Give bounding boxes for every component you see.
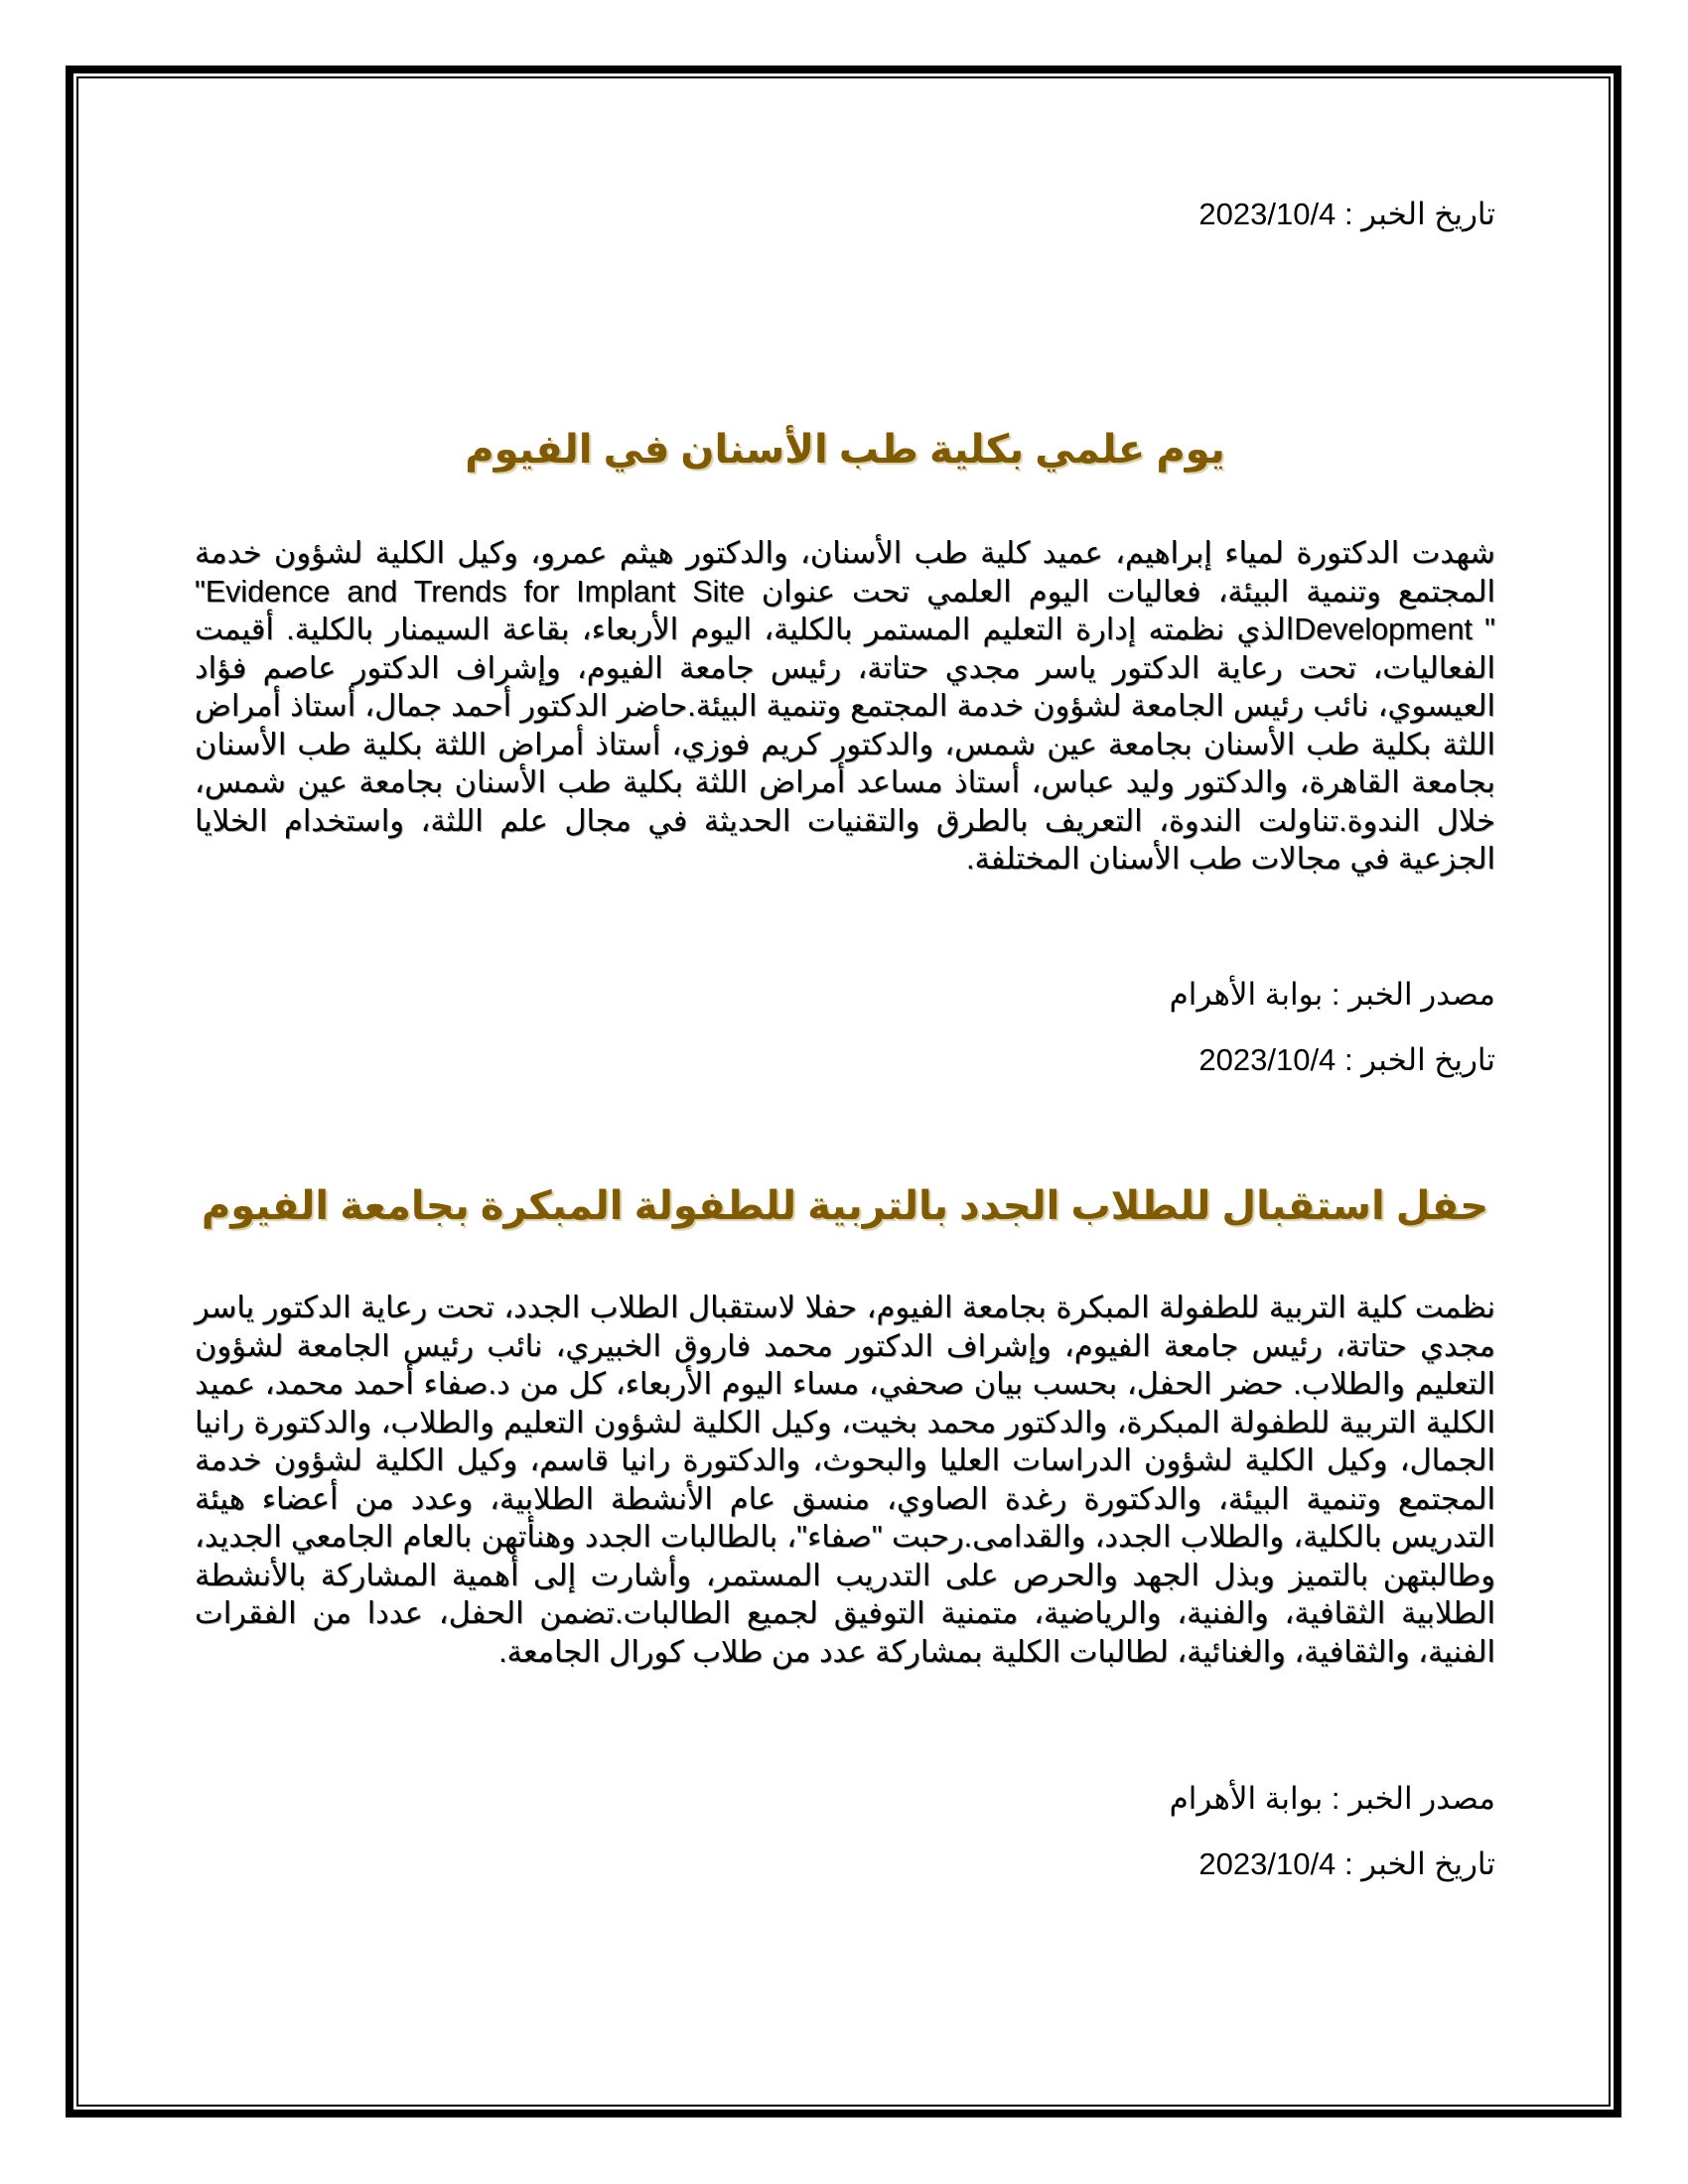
- article-1-headline: يوم علمي بكلية طب الأسنان في الفيوم: [465, 428, 1225, 472]
- date-label: تاريخ الخبر :: [1343, 197, 1495, 231]
- article-2-footer-date: [1198, 1844, 1495, 1884]
- article-1-body-part-1: شهدت الدكتورة لمياء إبراهيم، عميد كلية طب الأسنان، والدكتور هيثم عمرو، وكيل الكلية لشؤون خدمة المجتمع وتنمية البيئة، فعاليات اليوم العلمي تحت عنوان: [195, 536, 1496, 609]
- source-label: مصدر الخبر :: [1331, 1781, 1495, 1816]
- article-1-body-part-2: الذي نظمته إدارة التعليم المستمر بالكلية، اليوم الأربعاء، بقاعة السيمنار بالكلية. أقيمت الفعاليات، تحت رعاية الدكتور ياسر مجدي حتاتة، رئيس جامعة الفيوم، وإشراف الدكتور عاصم فؤاد العيسوي، نائب رئيس الجامعة لشؤون خدمة المجتمع وتنمية البيئة.حاضر الدكتور أحمد جمال، أستاذ أمراض اللثة بكلية طب الأسنان بجامعة عين شمس، والدكتور كريم فوزي، أستاذ أمراض اللثة بكلية طب الأسنان بجامعة القاهرة، والدكتور وليد عباس، أستاذ مساعد أمراض اللثة بكلية طب الأسنان بجامعة عين شمس، خلال الندوة.تناولت الندوة، التعريف بالطرق والتقنيات الحديثة في مجال علم اللثة، واستخدام الخلايا الجزعية في مجالات طب الأسنان المختلفة.: [195, 613, 1495, 876]
- date-value: 2023/10/4: [1198, 1042, 1336, 1077]
- article-2-body: نظمت كلية التربية للطفولة المبكرة بجامعة الفيوم، حفلا لاستقبال الطلاب الجدد، تحت رعاية الدكتور ياسر مجدي حتاتة، رئيس جامعة الفيوم، وإشراف الدكتور محمد فاروق الخبيري، نائب رئيس الجامعة لشؤون التعليم والطلاب. حضر الحفل، بحسب بيان صحفي، مساء اليوم الأربعاء، كل من د.صفاء أحمد محمد، عميد الكلية التربية للطفولة المبكرة، والدكتور محمد بخيت، وكيل الكلية لشؤون التعليم والطلاب، والدكتورة رانيا الجمال، وكيل الكلية لشؤون الدراسات العليا والبحوث، والدكتورة رانيا قاسم، وكيل الكلية لشؤون خدمة المجتمع وتنمية البيئة، والدكتورة رغدة الصاوي، منسق عام الأنشطة الطلابية، وعدد من أعضاء هيئة التدريس بالكلية، والطلاب الجدد، والقدامى.رحبت "صفاء"، بالطالبات الجدد وهنأتهن بالعام الجامعي الجديد، وطالبتهن بالتميز وبذل الجهد والحرص على التدريب المستمر، وأشارت إلى أهمية المشاركة بالأنشطة الطلابية الثقافية، والفنية، والرياضية، متمنية التوفيق لجميع الطالبات.تضمن الحفل، عددا من الفقرات الفنية، والثقافية، والغنائية، لطالبات الكلية بمشاركة عدد من طلاب كورال الجامعة.: [195, 1291, 1495, 1669]
- article-1-footer-date: [1198, 1040, 1495, 1080]
- date-label: تاريخ الخبر :: [1343, 1042, 1495, 1077]
- article-1-source: [1170, 975, 1495, 1015]
- source-value: بوابة الأهرام: [1169, 977, 1324, 1012]
- date-value: 2023/10/4: [1198, 1846, 1336, 1881]
- article-2-source: [1170, 1779, 1495, 1819]
- source-label: مصدر الخبر :: [1331, 977, 1495, 1012]
- article-1-event-title: "Evidence and Trends for Implant Site Development ": [195, 574, 1496, 646]
- article-2-headline: حفل استقبال للطلاب الجدد بالتربية للطفولة المبكرة بجامعة الفيوم: [201, 1184, 1489, 1228]
- article-1-body: [195, 534, 1495, 879]
- article-1-date: [1198, 195, 1495, 234]
- source-value: بوابة الأهرام: [1169, 1781, 1324, 1816]
- date-label: تاريخ الخبر :: [1343, 1846, 1495, 1881]
- date-value: 2023/10/4: [1198, 197, 1336, 231]
